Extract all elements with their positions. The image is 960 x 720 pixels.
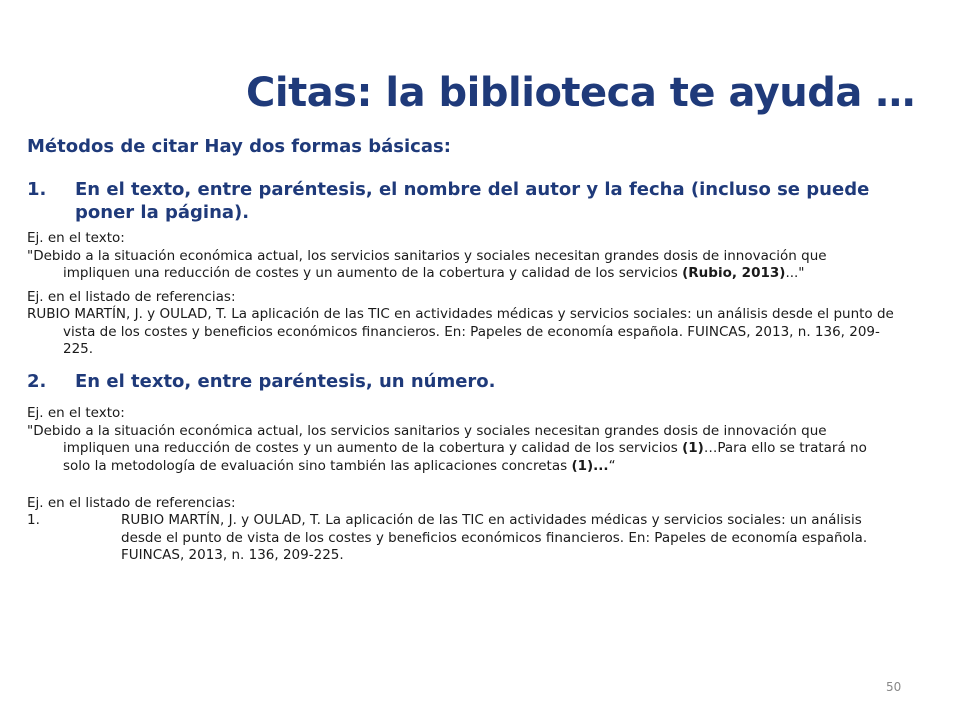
method-1 xyxy=(27,179,897,224)
slide-body xyxy=(27,136,897,565)
method-1-text: En el texto, entre paréntesis, el nombre del autor y la fecha (incluso se puede poner la página). xyxy=(75,179,870,223)
intro-text: Métodos de citar Hay dos formas básicas: xyxy=(27,136,451,157)
example-1-quote-end: ..." xyxy=(785,265,805,282)
example-2-quote xyxy=(27,423,897,476)
example-2-quote-end: “ xyxy=(608,457,616,474)
method-2-number: 2. xyxy=(27,370,47,392)
example-2-citation-a: (1) xyxy=(682,440,704,457)
method-2 xyxy=(27,371,897,394)
example-2-quote-a: "Debido a la situación económica actual, los servicios sanitarios y sociales necesitan grandes dosis de innovación que impliquen una reducción de costes y un aumento de la cobertura y calidad de los servicios xyxy=(27,422,827,457)
example-1-quote xyxy=(27,248,897,283)
reference-number: 1. xyxy=(27,512,40,529)
example-1-text-label: Ej. en el texto: xyxy=(27,230,125,246)
example-2-citation-b: (1)... xyxy=(571,457,609,474)
reference-text: RUBIO MARTÍN, J. y OULAD, T. La aplicación de las TIC en actividades médicas y servicios sociales: un análisis desde el punto de vista de los costes y beneficios económicos financieros. En: Papeles de economía española. FUINCAS, 2013, n. 136, 209-225. xyxy=(121,512,868,564)
page-number: 50 xyxy=(886,680,902,694)
example-1-refs-label: Ej. en el listado de referencias: xyxy=(27,288,236,305)
example-1-citation: (Rubio, 2013) xyxy=(682,265,786,282)
example-2-reference xyxy=(27,512,897,565)
example-1-reference: RUBIO MARTÍN, J. y OULAD, T. La aplicación de las TIC en actividades médicas y servicios sociales: un análisis desde el punto de vista de los costes y beneficios económicos financieros. En: Papeles de economía española. FUINCAS, 2013, n. 136, 209-225. xyxy=(27,306,894,358)
example-2-text-label: Ej. en el texto: xyxy=(27,405,125,422)
slide-title: Citas: la biblioteca te ayuda … xyxy=(246,70,915,116)
method-2-text: En el texto, entre paréntesis, un número. xyxy=(75,370,496,392)
example-2-refs-label: Ej. en el listado de referencias: xyxy=(27,494,236,511)
method-1-number: 1. xyxy=(27,179,47,200)
example-1-quote-text: "Debido a la situación económica actual, los servicios sanitarios y sociales necesitan grandes dosis de innovación que impliquen una reducción de costes y un aumento de la cobertura y calidad de los servicios xyxy=(27,247,827,282)
example-2-quote-b: …Para ello se tratará no solo la metodología de evaluación sino también las aplicaciones concretas xyxy=(63,440,867,474)
